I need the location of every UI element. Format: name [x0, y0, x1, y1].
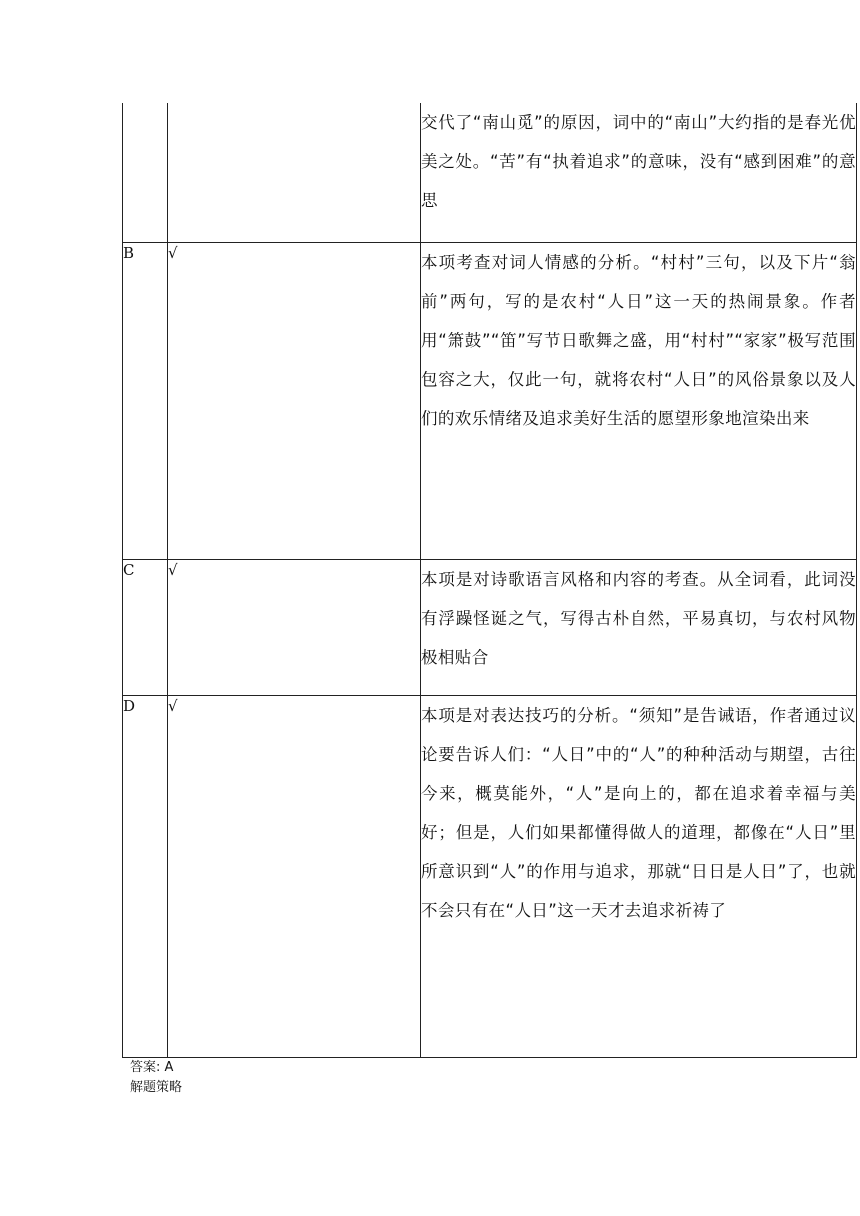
- option-label: C: [123, 559, 168, 695]
- check-mark: √: [168, 242, 421, 559]
- strategy-heading: 解题策略: [130, 1080, 183, 1095]
- check-mark: [168, 103, 421, 242]
- analysis-table: [122, 103, 857, 1058]
- analysis-text: 交代了“南山觅”的原因，词中的“南山”大约指的是春光优美之处。“苦”有“执着追求”的意味，没有“感到困难”的意思: [421, 103, 857, 242]
- option-label: B: [123, 242, 168, 559]
- option-label: D: [123, 695, 168, 1057]
- table-row: [123, 242, 857, 559]
- answer-label: 答案:: [130, 1060, 161, 1075]
- table-row: [123, 559, 857, 695]
- answer-line: [130, 1058, 182, 1078]
- analysis-text: 本项考查对词人情感的分析。“村村”三句，以及下片“翁前”两句，写的是农村“人日”这一天的热闹景象。作者用“箫鼓”“笛”写节日歌舞之盛，用“村村”“家家”极写范围包容之大，仅此一句，就将农村“人日”的风俗景象以及人们的欢乐情绪及追求美好生活的愿望形象地渲染出来: [421, 242, 857, 559]
- analysis-text: 本项是对表达技巧的分析。“须知”是告诫语，作者通过议论要告诉人们：“人日”中的“人”的种种活动与期望，古往今来，概莫能外，“人”是向上的，都在追求着幸福与美好；但是，人们如果都懂得做人的道理，都像在“人日”里所意识到“人”的作用与追求，那就“日日是人日”了，也就不会只有在“人日”这一天才去追求祈祷了: [421, 695, 857, 1057]
- check-mark: √: [168, 559, 421, 695]
- table-row: [123, 103, 857, 242]
- answer-section: [130, 1058, 182, 1098]
- option-label: [123, 103, 168, 242]
- table-row: [123, 695, 857, 1057]
- check-mark: √: [168, 695, 421, 1057]
- answer-value: A: [164, 1060, 174, 1075]
- analysis-text: 本项是对诗歌语言风格和内容的考查。从全词看，此词没有浮躁怪诞之气，写得古朴自然，平易真切，与农村风物极相贴合: [421, 559, 857, 695]
